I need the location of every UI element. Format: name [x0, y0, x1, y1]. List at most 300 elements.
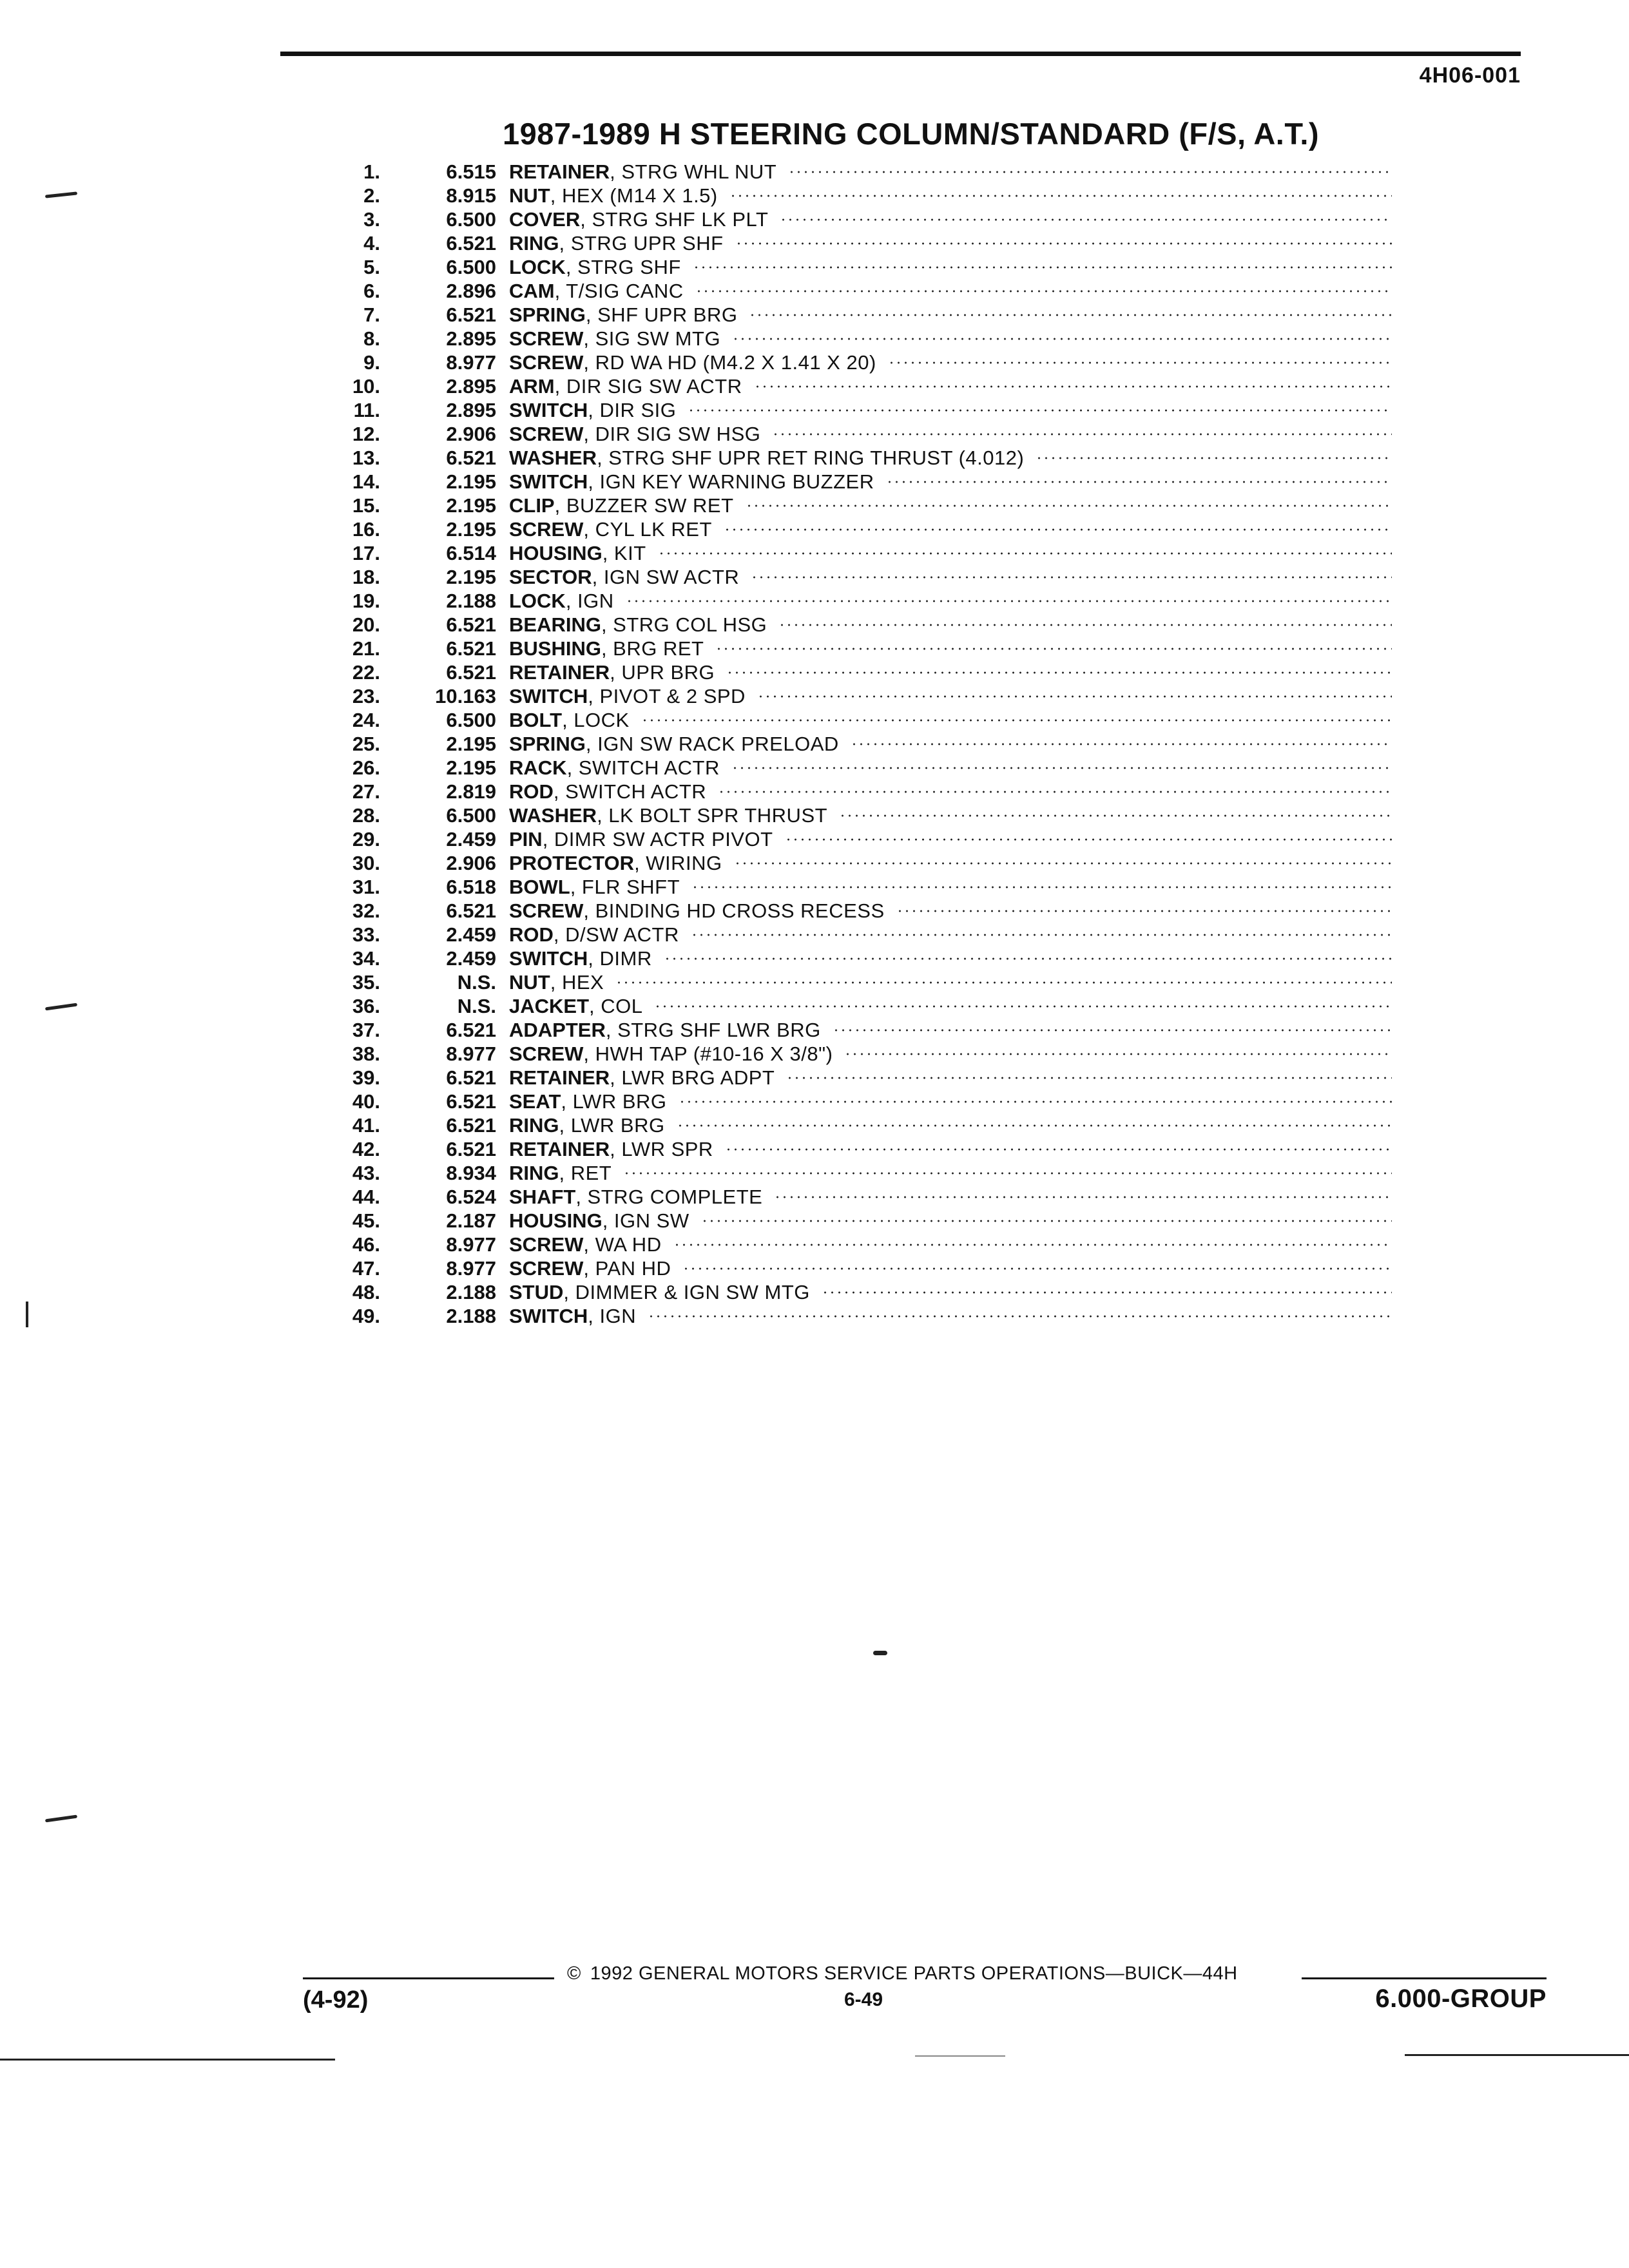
part-row: [322, 827, 1392, 851]
part-name: SWITCH: [509, 398, 588, 421]
leader-dots: [615, 981, 1392, 984]
part-detail: , LWR BRG: [559, 1113, 665, 1137]
part-group-number: 2.187: [446, 1209, 496, 1232]
part-group-number: 2.895: [446, 327, 496, 350]
part-group-number: 6.518: [446, 875, 496, 898]
part-detail: , UPR BRG: [610, 660, 715, 684]
part-detail: , STRG UPR SHF: [559, 231, 724, 255]
part-group-number: 10.163: [435, 684, 496, 707]
part-name: SWITCH: [509, 470, 588, 493]
part-name: RACK: [509, 756, 567, 779]
part-index: 14.: [352, 470, 380, 493]
part-description: [509, 733, 1392, 756]
scan-mark: [873, 1651, 887, 1655]
part-index: 21.: [352, 637, 380, 660]
part-index: 44.: [352, 1185, 380, 1208]
part-description: [509, 208, 1392, 231]
part-index: 38.: [352, 1042, 380, 1065]
header-rule: [280, 52, 1521, 56]
part-group-number: 6.521: [446, 231, 496, 255]
part-detail: , BUZZER SW RET: [554, 494, 734, 517]
part-detail: , KIT: [602, 541, 646, 564]
part-group-number: 8.977: [446, 1256, 496, 1280]
leader-dots: [785, 838, 1392, 841]
part-row: [322, 1113, 1392, 1137]
page-title: 1987-1989 H STEERING COLUMN/STANDARD (F/S, A.T.): [503, 117, 1320, 151]
part-description: [509, 423, 1392, 446]
part-detail: , DIR SIG SW ACTR: [554, 374, 742, 398]
part-group-number: 8.977: [446, 351, 496, 374]
part-row: [322, 708, 1392, 732]
part-name: ROD: [509, 923, 554, 946]
part-description: [509, 399, 1392, 422]
part-index: 26.: [352, 756, 380, 779]
part-row: [322, 1161, 1392, 1185]
leader-dots: [664, 957, 1392, 960]
leader-dots: [688, 409, 1392, 412]
leader-dots: [734, 862, 1392, 865]
part-index: 48.: [352, 1280, 380, 1303]
leader-dots: [677, 1124, 1392, 1127]
part-group-number: 6.521: [446, 1090, 496, 1113]
part-name: SEAT: [509, 1090, 561, 1113]
part-description: [509, 1090, 1392, 1113]
scan-mark: [45, 191, 77, 198]
part-group-number: 8.977: [446, 1233, 496, 1256]
part-index: 11.: [353, 398, 380, 421]
part-row: [322, 327, 1392, 351]
part-index: 15.: [352, 494, 380, 517]
part-description: [509, 566, 1392, 589]
part-name: HOUSING: [509, 541, 602, 564]
part-index: 37.: [352, 1018, 380, 1041]
part-description: [509, 280, 1392, 303]
leader-dots: [786, 1077, 1392, 1079]
part-description: [509, 375, 1392, 398]
part-detail: , STRG SHF LWR BRG: [605, 1018, 821, 1041]
part-group-number: 8.915: [446, 184, 496, 207]
part-name: RETAINER: [509, 1137, 610, 1160]
leader-dots: [788, 171, 1392, 173]
scan-mark: [915, 2055, 1005, 2057]
part-name: RING: [509, 1113, 559, 1137]
part-description: [509, 184, 1392, 207]
part-row: [322, 1090, 1392, 1113]
leader-dots: [886, 481, 1392, 483]
part-index: 22.: [352, 660, 380, 684]
part-row: [322, 637, 1392, 660]
part-name: SCREW: [509, 517, 584, 541]
part-group-number: 2.459: [446, 827, 496, 850]
part-index: 13.: [352, 446, 380, 469]
part-name: SCREW: [509, 422, 584, 445]
part-description: [509, 637, 1392, 660]
part-detail: , STRG SHF LK PLT: [580, 207, 769, 231]
part-name: RING: [509, 231, 559, 255]
part-group-number: 2.188: [446, 1304, 496, 1327]
part-row: [322, 541, 1392, 565]
leader-dots: [726, 671, 1392, 674]
part-description: [509, 1209, 1392, 1233]
part-index: 25.: [352, 732, 380, 755]
part-detail: , IGN: [588, 1304, 637, 1327]
leader-dots: [757, 695, 1392, 698]
leader-dots: [626, 600, 1392, 602]
leader-dots: [679, 1100, 1393, 1103]
copyright-symbol: ©: [567, 1963, 581, 1984]
part-index: 5.: [363, 255, 380, 278]
part-detail: , PIVOT & 2 SPD: [588, 684, 746, 707]
leader-dots: [1036, 457, 1392, 459]
scan-mark: [45, 1815, 77, 1823]
copyright-line: [567, 1963, 1289, 1984]
part-detail: , SWITCH ACTR: [553, 780, 707, 803]
part-name: LOCK: [509, 255, 566, 278]
part-row: [322, 565, 1392, 589]
part-group-number: 2.188: [446, 589, 496, 612]
part-name: RETAINER: [509, 660, 610, 684]
part-row: [322, 303, 1392, 327]
part-name: HOUSING: [509, 1209, 602, 1232]
leader-dots: [839, 814, 1392, 817]
part-name: LOCK: [509, 589, 566, 612]
part-name: NUT: [509, 970, 550, 994]
part-group-number: 6.521: [446, 1137, 496, 1160]
part-detail: , HEX (M14 X 1.5): [550, 184, 718, 207]
part-name: WASHER: [509, 803, 597, 827]
part-index: 35.: [352, 970, 380, 994]
part-group-number: 2.195: [446, 470, 496, 493]
part-row: [322, 780, 1392, 803]
part-group-number: 2.459: [446, 923, 496, 946]
part-description: [509, 470, 1392, 494]
group-label: 6.000-GROUP: [1375, 1984, 1547, 2013]
part-group-number: 8.977: [446, 1042, 496, 1065]
part-detail: , RD WA HD (M4.2 X 1.41 X 20): [583, 351, 876, 374]
part-description: [509, 613, 1392, 637]
part-description: [509, 876, 1392, 899]
part-index: 9.: [363, 351, 380, 374]
part-detail: , WIRING: [634, 851, 722, 874]
part-detail: , DIMR: [588, 947, 652, 970]
part-name: PROTECTOR: [509, 851, 635, 874]
part-index: 47.: [352, 1256, 380, 1280]
part-index: 20.: [352, 613, 380, 636]
leader-dots: [693, 266, 1392, 269]
part-name: BOLT: [509, 708, 563, 731]
part-name: SHAFT: [509, 1185, 576, 1208]
scan-mark: [1405, 2054, 1629, 2056]
page-number: 6-49: [843, 1989, 883, 2010]
part-index: 18.: [352, 565, 380, 588]
leader-dots: [772, 433, 1392, 436]
part-detail: , STRG COMPLETE: [575, 1185, 763, 1208]
part-description: [509, 160, 1392, 184]
part-row: [322, 899, 1392, 923]
part-row: [322, 446, 1392, 470]
leader-dots: [673, 1244, 1392, 1246]
leader-dots: [729, 195, 1392, 197]
leader-dots: [654, 1005, 1392, 1008]
part-detail: , DIR SIG SW HSG: [583, 422, 761, 445]
part-name: SPRING: [509, 303, 586, 326]
part-index: 7.: [363, 303, 380, 326]
part-index: 31.: [352, 875, 380, 898]
part-group-number: 2.819: [446, 780, 496, 803]
part-group-number: 6.521: [446, 613, 496, 636]
part-detail: , DIR SIG: [588, 398, 677, 421]
leader-dots: [774, 1196, 1392, 1198]
part-description: [509, 1233, 1392, 1256]
part-name: SCREW: [509, 1233, 584, 1256]
part-row: [322, 470, 1392, 494]
part-detail: , IGN SW: [602, 1209, 689, 1232]
page-code: 4H06-001: [1419, 63, 1521, 88]
part-group-number: 2.195: [446, 756, 496, 779]
part-index: 16.: [352, 517, 380, 541]
part-row: [322, 732, 1392, 756]
part-index: 28.: [352, 803, 380, 827]
part-index: 24.: [352, 708, 380, 731]
part-description: [509, 351, 1392, 374]
part-row: [322, 1304, 1392, 1328]
part-name: BOWL: [509, 875, 570, 898]
part-group-number: N.S.: [457, 994, 496, 1017]
part-name: COVER: [509, 207, 581, 231]
part-row: [322, 398, 1392, 422]
part-description: [509, 1305, 1392, 1328]
scan-mark: [0, 2059, 335, 2061]
leader-dots: [623, 1172, 1392, 1175]
leader-dots: [833, 1029, 1392, 1032]
part-row: [322, 1233, 1392, 1256]
part-name: JACKET: [509, 994, 590, 1017]
part-row: [322, 1256, 1392, 1280]
part-row: [322, 1280, 1392, 1304]
part-description: [509, 327, 1392, 351]
leader-dots: [749, 314, 1392, 316]
part-detail: , CYL LK RET: [583, 517, 712, 541]
part-detail: , RET: [559, 1161, 612, 1184]
part-description: [509, 447, 1392, 470]
part-name: SCREW: [509, 351, 584, 374]
part-name: RING: [509, 1161, 559, 1184]
part-group-number: 6.524: [446, 1185, 496, 1208]
part-index: 2.: [363, 184, 380, 207]
part-row: [322, 1185, 1392, 1209]
part-group-number: 2.906: [446, 851, 496, 874]
parts-list: [322, 160, 1392, 1328]
part-group-number: 2.188: [446, 1280, 496, 1303]
leader-dots: [658, 552, 1392, 555]
footer-rule-left: [303, 1977, 554, 1979]
part-row: [322, 613, 1392, 637]
leader-dots: [724, 528, 1392, 531]
part-row: [322, 589, 1392, 613]
part-group-number: 6.521: [446, 446, 496, 469]
part-description: [509, 590, 1392, 613]
part-row: [322, 803, 1392, 827]
part-description: [509, 995, 1392, 1018]
part-description: [509, 1257, 1392, 1280]
part-row: [322, 207, 1392, 231]
part-group-number: 6.521: [446, 899, 496, 922]
part-description: [509, 1281, 1392, 1304]
part-index: 42.: [352, 1137, 380, 1160]
part-detail: , HWH TAP (#10-16 X 3/8"): [583, 1042, 833, 1065]
part-index: 3.: [363, 207, 380, 231]
leader-dots: [751, 576, 1392, 579]
part-description: [509, 828, 1392, 851]
part-index: 49.: [352, 1304, 380, 1327]
part-detail: , SHF UPR BRG: [585, 303, 738, 326]
leader-dots: [701, 1220, 1392, 1222]
part-index: 29.: [352, 827, 380, 850]
part-name: PIN: [509, 827, 543, 850]
part-row: [322, 1042, 1392, 1066]
part-detail: , WA HD: [583, 1233, 662, 1256]
part-index: 8.: [363, 327, 380, 350]
leader-dots: [641, 719, 1392, 722]
part-row: [322, 923, 1392, 947]
scan-mark: [45, 1003, 77, 1011]
part-description: [509, 780, 1392, 803]
leader-dots: [718, 791, 1392, 793]
part-group-number: N.S.: [457, 970, 496, 994]
part-index: 39.: [352, 1066, 380, 1089]
part-index: 33.: [352, 923, 380, 946]
leader-dots: [780, 218, 1392, 221]
part-group-number: 8.934: [446, 1161, 496, 1184]
part-description: [509, 542, 1392, 565]
part-description: [509, 661, 1392, 684]
part-detail: , LK BOLT SPR THRUST: [597, 803, 828, 827]
part-description: [509, 971, 1392, 994]
part-name: SCREW: [509, 899, 584, 922]
part-detail: , STRG SHF UPR RET RING THRUST (4.012): [597, 446, 1025, 469]
part-name: RETAINER: [509, 160, 610, 183]
part-name: BEARING: [509, 613, 601, 636]
part-detail: , BINDING HD CROSS RECESS: [583, 899, 885, 922]
leader-dots: [731, 767, 1392, 769]
part-index: 4.: [363, 231, 380, 255]
part-row: [322, 494, 1392, 517]
part-index: 30.: [352, 851, 380, 874]
part-index: 23.: [352, 684, 380, 707]
part-row: [322, 684, 1392, 708]
leader-dots: [746, 505, 1392, 507]
leader-dots: [778, 624, 1392, 626]
part-index: 46.: [352, 1233, 380, 1256]
part-group-number: 6.521: [446, 660, 496, 684]
part-detail: , SWITCH ACTR: [566, 756, 720, 779]
part-group-number: 6.521: [446, 1066, 496, 1089]
part-detail: , STRG SHF: [565, 255, 681, 278]
part-group-number: 6.521: [446, 1113, 496, 1137]
part-group-number: 6.500: [446, 803, 496, 827]
part-name: SPRING: [509, 732, 586, 755]
part-name: RETAINER: [509, 1066, 610, 1089]
part-description: [509, 303, 1392, 327]
part-description: [509, 1019, 1392, 1042]
part-row: [322, 851, 1392, 875]
leader-dots: [844, 1053, 1392, 1055]
part-name: SWITCH: [509, 947, 588, 970]
part-name: WASHER: [509, 446, 597, 469]
part-name: SWITCH: [509, 1304, 588, 1327]
part-index: 45.: [352, 1209, 380, 1232]
part-detail: , DIMR SW ACTR PIVOT: [542, 827, 773, 850]
part-row: [322, 517, 1392, 541]
part-index: 17.: [352, 541, 380, 564]
part-detail: , IGN KEY WARNING BUZZER: [588, 470, 874, 493]
part-index: 10.: [352, 374, 380, 398]
part-detail: , SIG SW MTG: [583, 327, 721, 350]
part-detail: , LWR BRG: [561, 1090, 667, 1113]
part-detail: , HEX: [550, 970, 604, 994]
part-index: 32.: [352, 899, 380, 922]
part-detail: , PAN HD: [583, 1256, 671, 1280]
part-description: [509, 232, 1392, 255]
part-row: [322, 970, 1392, 994]
revision-date: (4-92): [303, 1986, 369, 2013]
leader-dots: [715, 648, 1392, 650]
part-name: SCREW: [509, 327, 584, 350]
part-index: 1.: [363, 160, 380, 183]
part-description: [509, 494, 1392, 517]
part-group-number: 2.906: [446, 422, 496, 445]
part-description: [509, 899, 1392, 923]
part-index: 43.: [352, 1161, 380, 1184]
leader-dots: [682, 1267, 1392, 1270]
part-row: [322, 279, 1392, 303]
part-group-number: 2.895: [446, 374, 496, 398]
part-detail: , LWR SPR: [610, 1137, 713, 1160]
leader-dots: [851, 743, 1392, 745]
leader-dots: [888, 361, 1392, 364]
part-name: STUD: [509, 1280, 564, 1303]
part-name: SECTOR: [509, 565, 592, 588]
part-description: [509, 709, 1392, 732]
leader-dots: [691, 886, 1392, 889]
leader-dots: [822, 1291, 1392, 1294]
part-group-number: 2.195: [446, 732, 496, 755]
part-detail: , T/SIG CANC: [554, 279, 684, 302]
part-row: [322, 160, 1392, 184]
part-row: [322, 875, 1392, 899]
part-description: [509, 1066, 1392, 1090]
part-description: [509, 852, 1392, 875]
part-group-number: 6.514: [446, 541, 496, 564]
part-group-number: 2.896: [446, 279, 496, 302]
part-group-number: 2.195: [446, 494, 496, 517]
part-row: [322, 994, 1392, 1018]
part-row: [322, 660, 1392, 684]
part-group-number: 6.515: [446, 160, 496, 183]
part-group-number: 6.500: [446, 207, 496, 231]
part-group-number: 6.500: [446, 708, 496, 731]
part-row: [322, 1137, 1392, 1161]
part-description: [509, 923, 1392, 947]
part-detail: , STRG COL HSG: [601, 613, 767, 636]
part-name: SCREW: [509, 1256, 584, 1280]
part-index: 27.: [352, 780, 380, 803]
part-index: 41.: [352, 1113, 380, 1137]
part-index: 12.: [352, 422, 380, 445]
part-group-number: 6.521: [446, 303, 496, 326]
leader-dots: [735, 242, 1392, 245]
part-description: [509, 518, 1392, 541]
